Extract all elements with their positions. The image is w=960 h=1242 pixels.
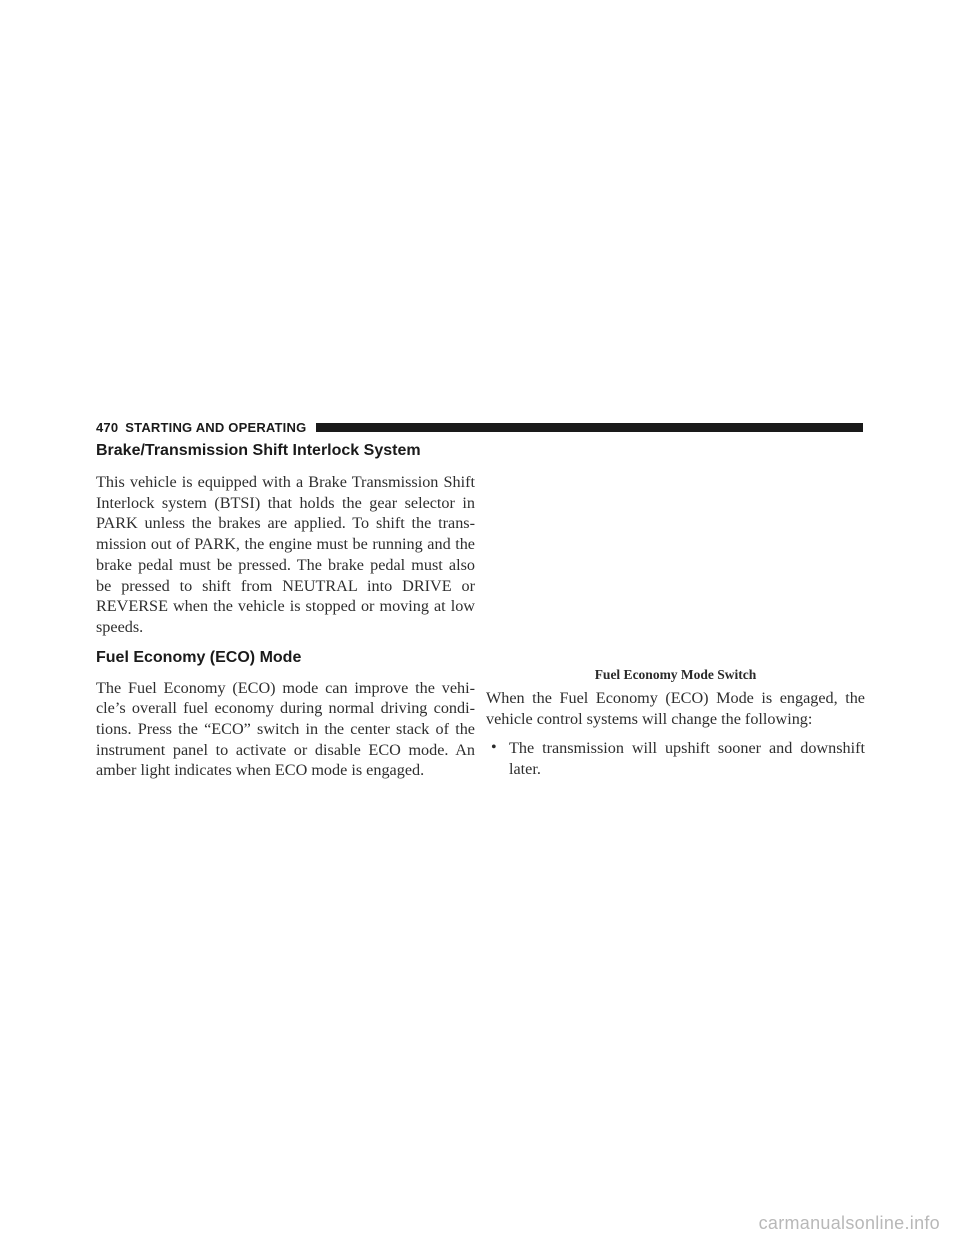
- figure-caption: Fuel Economy Mode Switch: [594, 667, 757, 682]
- heading-brake-interlock: Brake/Transmission Shift Interlock System: [96, 442, 421, 459]
- bullet-text: The transmission will upshift sooner and downshift later.: [509, 739, 865, 779]
- page-number: 470: [96, 419, 119, 435]
- list-item: [486, 738, 865, 779]
- right-column: [486, 688, 865, 780]
- watermark: carmanualsonline.info: [758, 1213, 940, 1233]
- paragraph-eco-mode: The Fuel Economy (ECO) mode can improve the vehi-cle’s overall fuel economy during normal driving condi-tions. Press the “ECO” switch in the center stack of the instrument panel to activate or disable ECO mode. An amber light indicates when ECO mode is engaged.: [96, 678, 475, 780]
- section-title: STARTING AND OPERATING: [125, 419, 307, 435]
- paragraph-brake-interlock: This vehicle is equipped with a Brake Transmission Shift Interlock system (BTSI) that holds the gear selector in PARK unless the brakes are applied. To shift the trans-mission out of PARK, the engine must be running and the brake pedal must be pressed. The brake pedal must also be pressed to shift from NEUTRAL into DRIVE or REVERSE when the vehicle is stopped or moving at low speeds.: [96, 473, 475, 636]
- heading-eco-mode: Fuel Economy (ECO) Mode: [96, 648, 302, 666]
- paragraph-eco-engaged: When the Fuel Economy (ECO) Mode is engaged, the vehicle control systems will change the following:: [486, 689, 865, 728]
- left-column: [96, 440, 475, 781]
- bullet-icon: •: [491, 739, 497, 757]
- page-header: [96, 418, 863, 436]
- header-rule: [316, 423, 863, 432]
